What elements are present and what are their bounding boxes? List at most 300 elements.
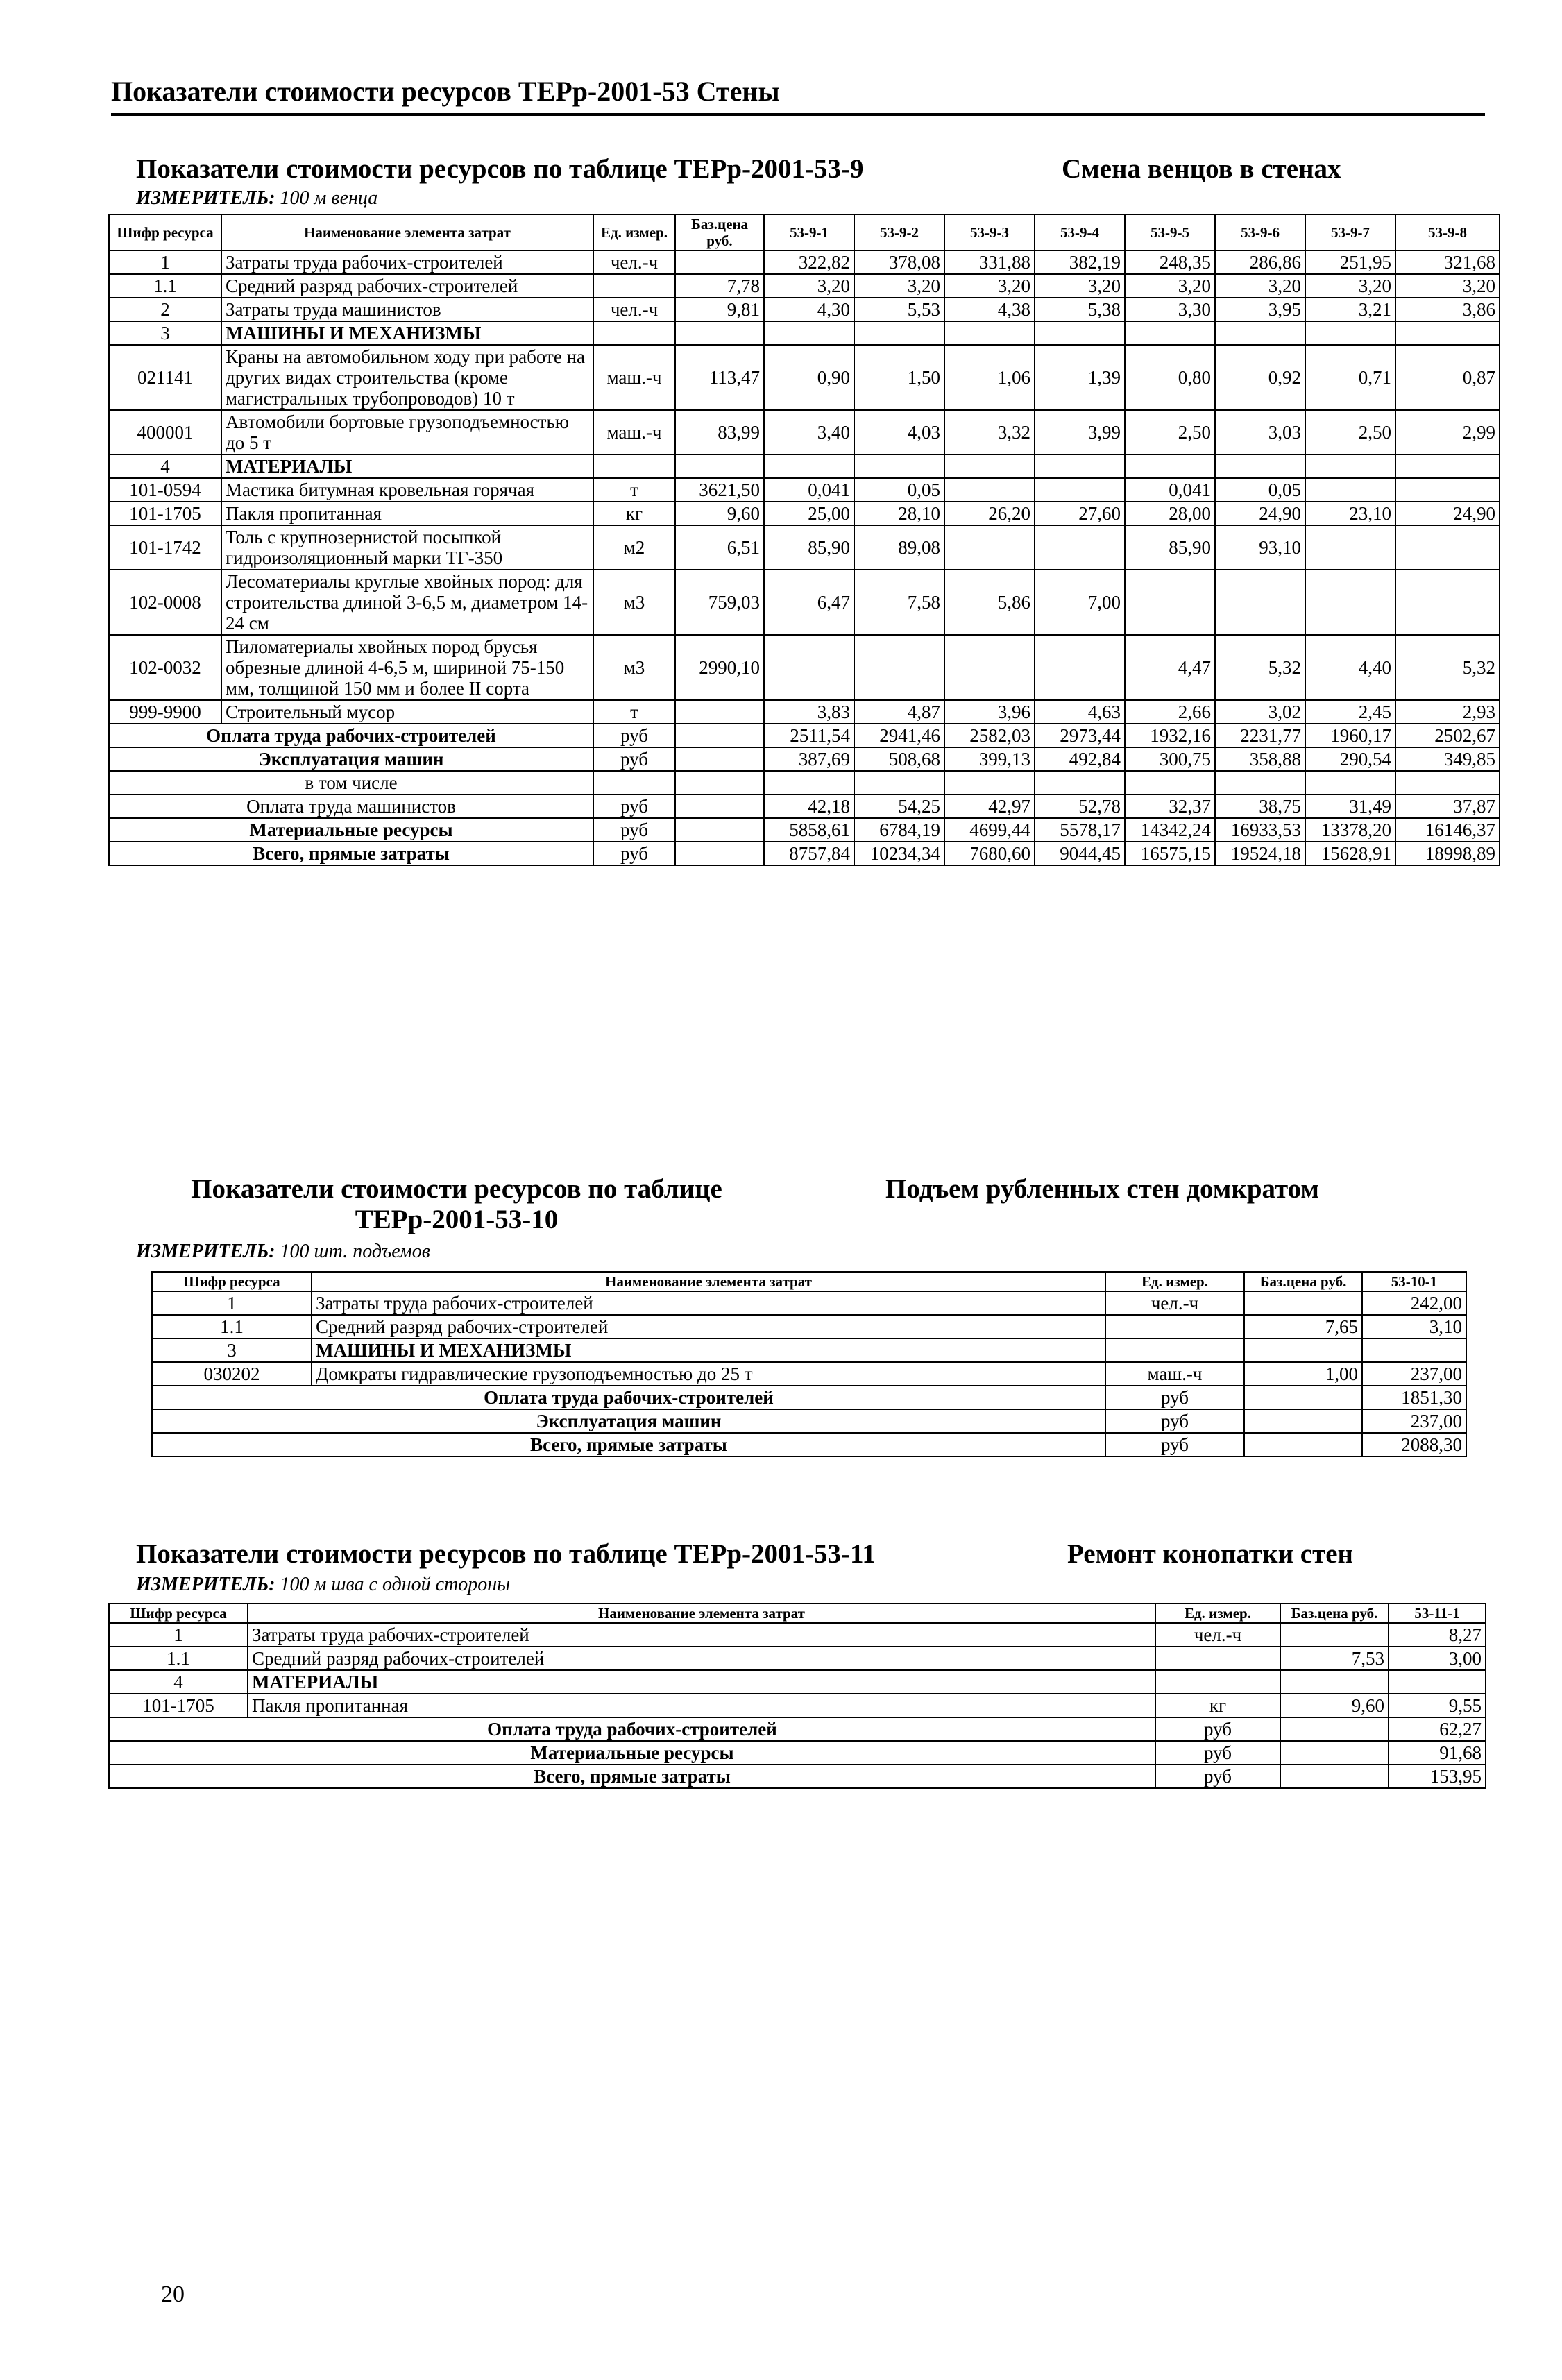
summary-cell: 2941,46 <box>854 724 944 747</box>
summary-cell: руб <box>593 818 675 842</box>
section3-measure <box>136 1574 510 1596</box>
table-cell: м3 <box>593 570 675 635</box>
summary-cell: 16575,15 <box>1125 842 1215 865</box>
summary-cell <box>675 818 764 842</box>
summary-cell: 7680,60 <box>944 842 1035 865</box>
table-cell: 5,38 <box>1035 298 1125 321</box>
measure-value: 100 м шва с одной стороны <box>280 1574 511 1595</box>
table-cell: 3,20 <box>854 274 944 298</box>
summary-cell: руб <box>1105 1409 1244 1433</box>
column-header: 53-9-1 <box>764 214 854 250</box>
table-cell: 251,95 <box>1305 250 1395 274</box>
table-cell: Затраты труда рабочих-строителей <box>312 1291 1105 1315</box>
summary-cell: 5578,17 <box>1035 818 1125 842</box>
table-cell: 6,47 <box>764 570 854 635</box>
table-cell: Строительный мусор <box>221 700 593 724</box>
table-cell: 3,99 <box>1035 410 1125 454</box>
table-cell <box>1305 570 1395 635</box>
table-cell: 378,08 <box>854 250 944 274</box>
column-header: Баз.цена руб. <box>675 214 764 250</box>
table-cell <box>1215 454 1305 478</box>
table-cell <box>944 635 1035 700</box>
column-header: Баз.цена руб. <box>1280 1604 1389 1623</box>
summary-cell: 19524,18 <box>1215 842 1305 865</box>
table-cell: чел.-ч <box>1105 1291 1244 1315</box>
summary-cell: 1932,16 <box>1125 724 1215 747</box>
summary-cell: 237,00 <box>1362 1409 1466 1433</box>
table-row <box>109 525 1500 570</box>
summary-cell <box>675 747 764 771</box>
header-row <box>152 1272 1466 1291</box>
table-cell: 7,58 <box>854 570 944 635</box>
table-cell: 7,53 <box>1280 1647 1389 1670</box>
table-cell: 248,35 <box>1125 250 1215 274</box>
summary-cell: 31,49 <box>1305 794 1395 818</box>
table-cell: 5,53 <box>854 298 944 321</box>
summary-cell: 387,69 <box>764 747 854 771</box>
table-cell: м3 <box>593 635 675 700</box>
summary-cell <box>1305 771 1395 794</box>
table-cell: 93,10 <box>1215 525 1305 570</box>
summary-row <box>152 1433 1466 1456</box>
summary-cell: 10234,34 <box>854 842 944 865</box>
table-cell: 4 <box>109 1670 248 1694</box>
table-body <box>152 1291 1466 1456</box>
table-cell: 27,60 <box>1035 502 1125 525</box>
table-cell: 382,19 <box>1035 250 1125 274</box>
table-row <box>109 635 1500 700</box>
summary-cell: Эксплуатация машин <box>152 1409 1105 1433</box>
table-cell: 8,27 <box>1389 1623 1486 1647</box>
column-header: Шифр ресурса <box>152 1272 312 1291</box>
table-cell <box>1305 454 1395 478</box>
summary-cell: Материальные ресурсы <box>109 818 593 842</box>
table-cell: Затраты труда рабочих-строителей <box>221 250 593 274</box>
header-row <box>109 1604 1486 1623</box>
summary-cell: Всего, прямые затраты <box>152 1433 1105 1456</box>
table-cell: 2,50 <box>1305 410 1395 454</box>
table-cell <box>593 274 675 298</box>
table-cell: 7,00 <box>1035 570 1125 635</box>
table-cell: 4,03 <box>854 410 944 454</box>
table-cell: маш.-ч <box>593 345 675 410</box>
table-cell: 030202 <box>152 1362 312 1386</box>
summary-row <box>109 1741 1486 1765</box>
column-header: Ед. измер. <box>593 214 675 250</box>
table-cell: 1.1 <box>109 1647 248 1670</box>
summary-cell: 2502,67 <box>1395 724 1500 747</box>
table-cell: 83,99 <box>675 410 764 454</box>
table-row <box>109 570 1500 635</box>
table-cell: 5,32 <box>1215 635 1305 700</box>
table-body <box>109 250 1500 865</box>
measure-value: 100 м венца <box>280 187 378 209</box>
summary-cell <box>593 771 675 794</box>
table-cell: 24,90 <box>1215 502 1305 525</box>
table-cell: 3,20 <box>1035 274 1125 298</box>
table-cell: маш.-ч <box>1105 1362 1244 1386</box>
table-cell: Лесоматериалы круглые хвойных пород: для строительства длиной 3-6,5 м, диаметром 14-24 см <box>221 570 593 635</box>
summary-cell: 42,18 <box>764 794 854 818</box>
table-cell: 0,87 <box>1395 345 1500 410</box>
table-cell: 0,041 <box>764 478 854 502</box>
table-cell: 3,40 <box>764 410 854 454</box>
table-cell: Затраты труда рабочих-строителей <box>248 1623 1155 1647</box>
table-cell: м2 <box>593 525 675 570</box>
table-cell: 101-1742 <box>109 525 221 570</box>
table-cell <box>1362 1338 1466 1362</box>
table-53-10 <box>151 1271 1467 1457</box>
table-cell: 2,93 <box>1395 700 1500 724</box>
summary-cell: руб <box>1105 1433 1244 1456</box>
table-cell <box>854 321 944 345</box>
table-cell: МАТЕРИАЛЫ <box>221 454 593 478</box>
measure-label: ИЗМЕРИТЕЛЬ: <box>136 1574 275 1595</box>
table-cell <box>1125 321 1215 345</box>
summary-row <box>109 818 1500 842</box>
summary-cell: 15628,91 <box>1305 842 1395 865</box>
table-cell: Затраты труда машинистов <box>221 298 593 321</box>
table-cell: 9,81 <box>675 298 764 321</box>
summary-cell <box>675 724 764 747</box>
table-header <box>109 1604 1486 1623</box>
table-row <box>109 502 1500 525</box>
summary-cell: 4699,44 <box>944 818 1035 842</box>
table-cell <box>1395 570 1500 635</box>
summary-cell: 300,75 <box>1125 747 1215 771</box>
table-cell: 7,78 <box>675 274 764 298</box>
table-cell: 2,45 <box>1305 700 1395 724</box>
summary-cell <box>675 771 764 794</box>
column-header: 53-9-7 <box>1305 214 1395 250</box>
table-cell: 2990,10 <box>675 635 764 700</box>
table-cell <box>675 250 764 274</box>
table-cell: МАШИНЫ И МЕХАНИЗМЫ <box>221 321 593 345</box>
table-cell <box>1125 454 1215 478</box>
table-row <box>109 454 1500 478</box>
table-cell: 021141 <box>109 345 221 410</box>
table-cell: 2,50 <box>1125 410 1215 454</box>
table-cell <box>1035 635 1125 700</box>
column-header: Баз.цена руб. <box>1244 1272 1362 1291</box>
column-header: 53-11-1 <box>1389 1604 1486 1623</box>
table-cell: 999-9900 <box>109 700 221 724</box>
summary-row <box>109 1765 1486 1788</box>
table-cell: 1 <box>152 1291 312 1315</box>
summary-cell: Всего, прямые затраты <box>109 842 593 865</box>
table-cell: Средний разряд рабочих-строителей <box>221 274 593 298</box>
column-header: Наименование элемента затрат <box>312 1272 1105 1291</box>
table-cell: 2 <box>109 298 221 321</box>
table-cell <box>944 525 1035 570</box>
table-row <box>109 274 1500 298</box>
table-cell: 3,20 <box>944 274 1035 298</box>
summary-cell: руб <box>593 724 675 747</box>
summary-cell: Оплата труда рабочих-строителей <box>109 1717 1155 1741</box>
table-row <box>152 1291 1466 1315</box>
table-cell: маш.-ч <box>593 410 675 454</box>
summary-cell: 9044,45 <box>1035 842 1125 865</box>
table-cell: кг <box>593 502 675 525</box>
summary-cell: 2231,77 <box>1215 724 1305 747</box>
summary-cell: 32,37 <box>1125 794 1215 818</box>
table-cell <box>1215 321 1305 345</box>
table-cell <box>1244 1338 1362 1362</box>
column-header: 53-9-6 <box>1215 214 1305 250</box>
section3-subtitle: Ремонт конопатки стен <box>1067 1539 1354 1569</box>
table-cell <box>1155 1670 1280 1694</box>
table-cell <box>1035 478 1125 502</box>
table-cell: 3,03 <box>1215 410 1305 454</box>
column-header: Шифр ресурса <box>109 1604 248 1623</box>
table-cell: Автомобили бортовые грузоподъемностью до 5 т <box>221 410 593 454</box>
summary-cell: 2511,54 <box>764 724 854 747</box>
table-cell <box>1125 570 1215 635</box>
table-row <box>109 1670 1486 1694</box>
table-cell: 3,20 <box>1125 274 1215 298</box>
table-cell: 3 <box>109 321 221 345</box>
summary-cell <box>1125 771 1215 794</box>
table-cell <box>1389 1670 1486 1694</box>
summary-cell <box>1280 1717 1389 1741</box>
summary-cell: Оплата труда рабочих-строителей <box>152 1386 1105 1409</box>
column-header: Шифр ресурса <box>109 214 221 250</box>
summary-cell: 1851,30 <box>1362 1386 1466 1409</box>
summary-cell: 358,88 <box>1215 747 1305 771</box>
table-cell: 3,00 <box>1389 1647 1486 1670</box>
summary-cell: 8757,84 <box>764 842 854 865</box>
table-cell: 3,30 <box>1125 298 1215 321</box>
table-cell <box>1305 525 1395 570</box>
table-cell: 3,32 <box>944 410 1035 454</box>
table-cell: 5,32 <box>1395 635 1500 700</box>
table-cell: 24,90 <box>1395 502 1500 525</box>
section1-title: Показатели стоимости ресурсов по таблице ТЕРр-2001-53-9 <box>136 154 864 184</box>
summary-cell <box>1215 771 1305 794</box>
summary-cell: 54,25 <box>854 794 944 818</box>
summary-cell <box>675 794 764 818</box>
table-cell: Домкраты гидравлические грузоподъемностью до 25 т <box>312 1362 1105 1386</box>
table-cell: 1,50 <box>854 345 944 410</box>
summary-row <box>109 1717 1486 1741</box>
summary-cell: 42,97 <box>944 794 1035 818</box>
table-cell <box>1305 478 1395 502</box>
table-row <box>109 298 1500 321</box>
column-header: Наименование элемента затрат <box>221 214 593 250</box>
summary-cell: 2582,03 <box>944 724 1035 747</box>
summary-cell: 153,95 <box>1389 1765 1486 1788</box>
table-cell <box>1305 321 1395 345</box>
header-row <box>109 214 1500 250</box>
summary-cell: 2973,44 <box>1035 724 1125 747</box>
summary-row <box>109 794 1500 818</box>
table-cell <box>1395 478 1500 502</box>
summary-cell <box>675 842 764 865</box>
summary-cell: 18998,89 <box>1395 842 1500 865</box>
table-cell: 25,00 <box>764 502 854 525</box>
table-cell: 3,20 <box>1305 274 1395 298</box>
table-cell <box>1244 1291 1362 1315</box>
table-cell: 1.1 <box>152 1315 312 1338</box>
table-cell <box>854 635 944 700</box>
table-row <box>152 1315 1466 1338</box>
section2-measure <box>136 1241 430 1263</box>
section2-title: Показатели стоимости ресурсов по таблице ТЕРр-2001-53-10 <box>191 1174 722 1234</box>
table-cell: 0,90 <box>764 345 854 410</box>
section3-title: Показатели стоимости ресурсов по таблице ТЕРр-2001-53-11 <box>136 1539 876 1569</box>
table-cell: 0,80 <box>1125 345 1215 410</box>
table-cell: 1 <box>109 1623 248 1647</box>
table-cell: 3,95 <box>1215 298 1305 321</box>
table-cell <box>1105 1315 1244 1338</box>
summary-cell: 399,13 <box>944 747 1035 771</box>
table-cell: 400001 <box>109 410 221 454</box>
table-cell: 28,10 <box>854 502 944 525</box>
table-cell: 1 <box>109 250 221 274</box>
table-cell: чел.-ч <box>593 250 675 274</box>
table-cell: Пиломатериалы хвойных пород брусья обрезные длиной 4-6,5 м, шириной 75-150 мм, толщиной 150 мм и более II сорта <box>221 635 593 700</box>
table-cell: 0,71 <box>1305 345 1395 410</box>
table-cell: 331,88 <box>944 250 1035 274</box>
table-cell: кг <box>1155 1694 1280 1717</box>
table-cell <box>764 635 854 700</box>
table-cell <box>593 454 675 478</box>
table-cell <box>675 321 764 345</box>
table-cell: чел.-ч <box>1155 1623 1280 1647</box>
table-cell <box>1155 1647 1280 1670</box>
summary-cell: Оплата труда рабочих-строителей <box>109 724 593 747</box>
table-row <box>109 1694 1486 1717</box>
table-cell: 759,03 <box>675 570 764 635</box>
table-cell: 85,90 <box>1125 525 1215 570</box>
table-row <box>109 345 1500 410</box>
table-cell: 3,20 <box>1395 274 1500 298</box>
table-cell: 0,041 <box>1125 478 1215 502</box>
table-cell: 4 <box>109 454 221 478</box>
page-header: Показатели стоимости ресурсов ТЕРр-2001-53 Стены <box>111 75 1485 116</box>
column-header: 53-9-3 <box>944 214 1035 250</box>
table-cell: 2,66 <box>1125 700 1215 724</box>
table-cell: 101-1705 <box>109 1694 248 1717</box>
summary-cell <box>1280 1765 1389 1788</box>
table-cell: т <box>593 700 675 724</box>
table-cell: 6,51 <box>675 525 764 570</box>
table-row <box>109 410 1500 454</box>
summary-cell: 290,54 <box>1305 747 1395 771</box>
table-cell: МАТЕРИАЛЫ <box>248 1670 1155 1694</box>
table-row <box>109 700 1500 724</box>
table-cell: 3,86 <box>1395 298 1500 321</box>
column-header: 53-9-2 <box>854 214 944 250</box>
table-cell <box>1035 525 1125 570</box>
summary-cell <box>1395 771 1500 794</box>
table-cell <box>1395 321 1500 345</box>
table-cell: 102-0008 <box>109 570 221 635</box>
table-cell: Мастика битумная кровельная горячая <box>221 478 593 502</box>
table-cell: 3,83 <box>764 700 854 724</box>
table-cell: чел.-ч <box>593 298 675 321</box>
summary-cell: 91,68 <box>1389 1741 1486 1765</box>
section2-subtitle: Подъем рубленных стен домкратом <box>885 1174 1319 1204</box>
summary-cell: 1960,17 <box>1305 724 1395 747</box>
table-cell: 4,38 <box>944 298 1035 321</box>
summary-row <box>152 1386 1466 1409</box>
table-cell: 3,20 <box>764 274 854 298</box>
table-cell <box>1105 1338 1244 1362</box>
summary-cell <box>1035 771 1125 794</box>
table-cell: 2,99 <box>1395 410 1500 454</box>
table-cell <box>1215 570 1305 635</box>
table-cell: 4,40 <box>1305 635 1395 700</box>
table-53-11 <box>108 1603 1486 1789</box>
summary-cell: 62,27 <box>1389 1717 1486 1741</box>
table-cell: 89,08 <box>854 525 944 570</box>
summary-row <box>109 842 1500 865</box>
summary-cell: Материальные ресурсы <box>109 1741 1155 1765</box>
summary-cell: Эксплуатация машин <box>109 747 593 771</box>
table-cell: 3 <box>152 1338 312 1362</box>
table-cell <box>593 321 675 345</box>
column-header: 53-9-8 <box>1395 214 1500 250</box>
summary-cell: руб <box>593 794 675 818</box>
section1-measure <box>136 187 377 210</box>
page-number: 20 <box>161 2281 185 2307</box>
summary-cell: руб <box>1155 1717 1280 1741</box>
table-cell: 101-1705 <box>109 502 221 525</box>
table-cell: 0,92 <box>1215 345 1305 410</box>
summary-cell: Всего, прямые затраты <box>109 1765 1155 1788</box>
column-header: Ед. измер. <box>1105 1272 1244 1291</box>
summary-row <box>109 771 1500 794</box>
summary-cell: руб <box>593 842 675 865</box>
table-header <box>152 1272 1466 1291</box>
table-cell: 9,55 <box>1389 1694 1486 1717</box>
table-cell: 9,60 <box>675 502 764 525</box>
table-cell <box>1395 454 1500 478</box>
table-row <box>109 321 1500 345</box>
table-cell <box>1280 1670 1389 1694</box>
table-cell: МАШИНЫ И МЕХАНИЗМЫ <box>312 1338 1105 1362</box>
summary-cell: 508,68 <box>854 747 944 771</box>
measure-label: ИЗМЕРИТЕЛЬ: <box>136 1241 275 1262</box>
table-cell: 4,63 <box>1035 700 1125 724</box>
table-cell <box>764 321 854 345</box>
table-cell: 5,86 <box>944 570 1035 635</box>
table-cell: 1.1 <box>109 274 221 298</box>
summary-cell <box>854 771 944 794</box>
table-cell: 9,60 <box>1280 1694 1389 1717</box>
summary-cell: 37,87 <box>1395 794 1500 818</box>
table-cell <box>944 478 1035 502</box>
table-cell: 3,02 <box>1215 700 1305 724</box>
summary-cell <box>1244 1386 1362 1409</box>
table-cell: т <box>593 478 675 502</box>
summary-cell: 38,75 <box>1215 794 1305 818</box>
measure-value: 100 шт. подъемов <box>280 1241 430 1262</box>
column-header: 53-10-1 <box>1362 1272 1466 1291</box>
summary-cell: 349,85 <box>1395 747 1500 771</box>
table-row <box>109 478 1500 502</box>
summary-cell: 5858,61 <box>764 818 854 842</box>
summary-cell: 16933,53 <box>1215 818 1305 842</box>
section1-subtitle: Смена венцов в стенах <box>1062 154 1341 184</box>
table-cell <box>675 700 764 724</box>
table-cell: 3,10 <box>1362 1315 1466 1338</box>
table-cell <box>944 454 1035 478</box>
summary-row <box>109 747 1500 771</box>
table-cell: 0,05 <box>854 478 944 502</box>
table-cell <box>1280 1623 1389 1647</box>
